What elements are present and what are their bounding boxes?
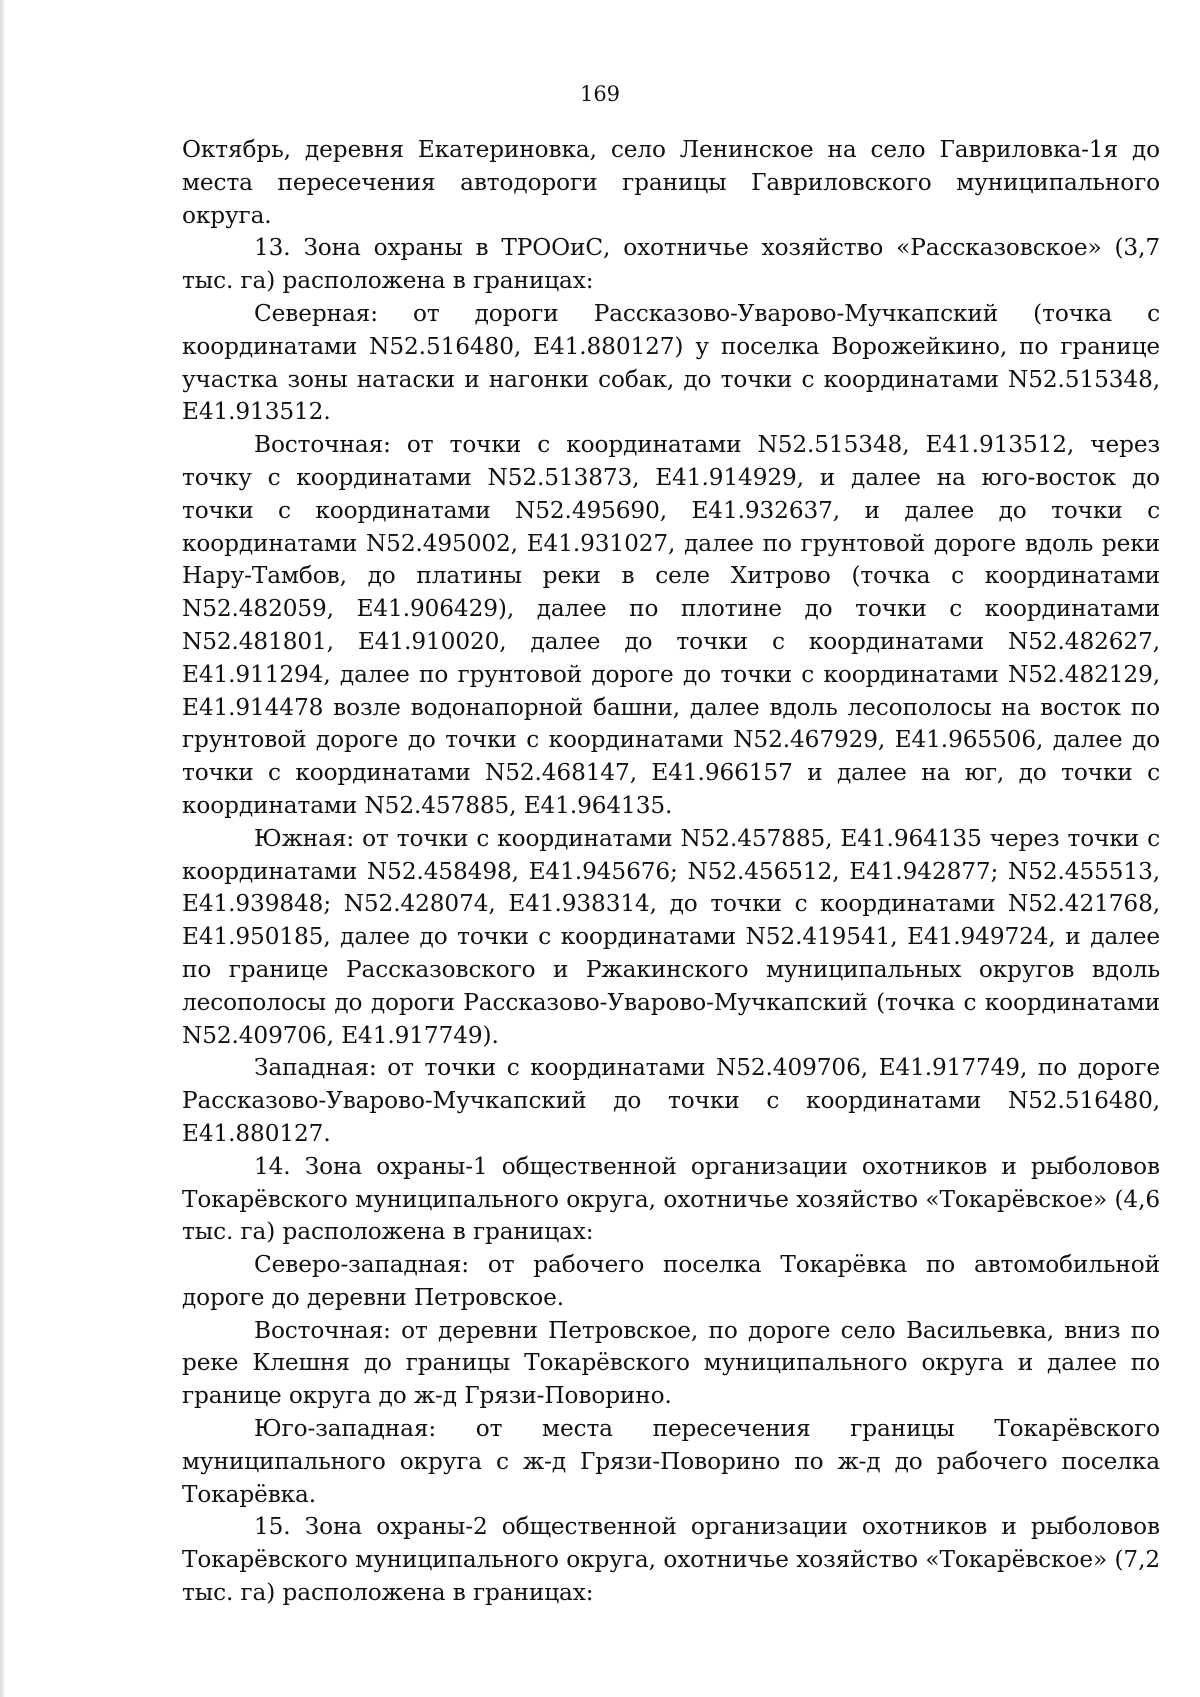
document-body <box>182 134 1160 1610</box>
paragraph-item-14-heading: 14. Зона охраны-1 общественной организации охотников и рыболовов Токарёвского муниципального округа, охотничье хозяйство «Токарёвское» (4,6 тыс. га) расположена в границах: <box>182 1152 1160 1246</box>
paragraph-continuation: Октябрь, деревня Екатериновка, село Ленинское на село Гавриловка-1я до места пересечения автодороги границы Гавриловского муниципального округа. <box>182 136 1160 229</box>
page-number: 169 <box>579 82 621 106</box>
paragraph-item-13-south: Южная: от точки с координатами N52.457885, E41.964135 через точки с координатами N52.458498, E41.945676; N52.456512, E41.942877; N52.455513, E41.939848; N52.428074, E41.938314, до точки с координатами N52.421768, E41.950185, далее до точки с координатами N52.419541, E41.949724, и далее по границе Рассказовского и Ржакинского муниципальных округов вдоль лесополосы до дороги Рассказово-Уварово-Мучкапский (точка с координатами N52.409706, E41.917749). <box>182 824 1160 1049</box>
scan-edge-shadow <box>0 0 6 1697</box>
paragraph-item-14-southwest: Юго-западная: от места пересечения границы Токарёвского муниципального округа с ж-д Грязи-Поворино по ж-д до рабочего поселка Токарёвка. <box>182 1415 1160 1508</box>
paragraph-item-13-west: Западная: от точки с координатами N52.409706, E41.917749, по дороге Рассказово-Уварово-Мучкапский до точки с координатами N52.516480, E41.880127. <box>182 1054 1160 1147</box>
paragraph-item-13-heading: 13. Зона охраны в ТРООиС, охотничье хозяйство «Рассказовское» (3,7 тыс. га) расположена в границах: <box>182 234 1160 295</box>
paragraph-item-14-east: Восточная: от деревни Петровское, по дороге село Васильевка, вниз по реке Клешня до границы Токарёвского муниципального округа и далее по границе округа до ж-д Грязи-Поворино. <box>182 1316 1160 1410</box>
paragraph-item-13-north: Северная: от дороги Рассказово-Уварово-Мучкапский (точка с координатами N52.516480, E41.880127) у поселка Ворожейкино, по границе участка зоны натаски и нагонки собак, до точки с координатами N52.515348, E41.913512. <box>182 299 1160 426</box>
paragraph-item-13-east: Восточная: от точки с координатами N52.515348, E41.913512, через точку с координатами N52.513873, E41.914929, и далее на юго-восток до точки с координатами N52.495690, E41.932637, и далее до точки с координатами N52.495002, E41.931027, далее по грунтовой дороге вдоль реки Нару-Тамбов, до платины реки в селе Хитрово (точка с координатами N52.482059, E41.906429), далее по плотине до точки с координатами N52.481801, E41.910020, далее до точки с координатами N52.482627, E41.911294, далее по грунтовой дороге до точки с координатами N52.482129, E41.914478 возле водонапорной башни, далее вдоль лесополосы на восток по грунтовой дороге до точки с координатами N52.467929, E41.965506, далее до точки с координатами N52.468147, E41.966157 и далее на юг, до точки с координатами N52.457885, E41.964135. <box>182 431 1160 819</box>
paragraph-item-15-heading: 15. Зона охраны-2 общественной организации охотников и рыболовов Токарёвского муниципального округа, охотничье хозяйство «Токарёвское» (7,2 тыс. га) расположена в границах: <box>182 1513 1160 1607</box>
paragraph-item-14-northwest: Северо-западная: от рабочего поселка Токарёвка по автомобильной дороге до деревни Петровское. <box>182 1251 1160 1311</box>
